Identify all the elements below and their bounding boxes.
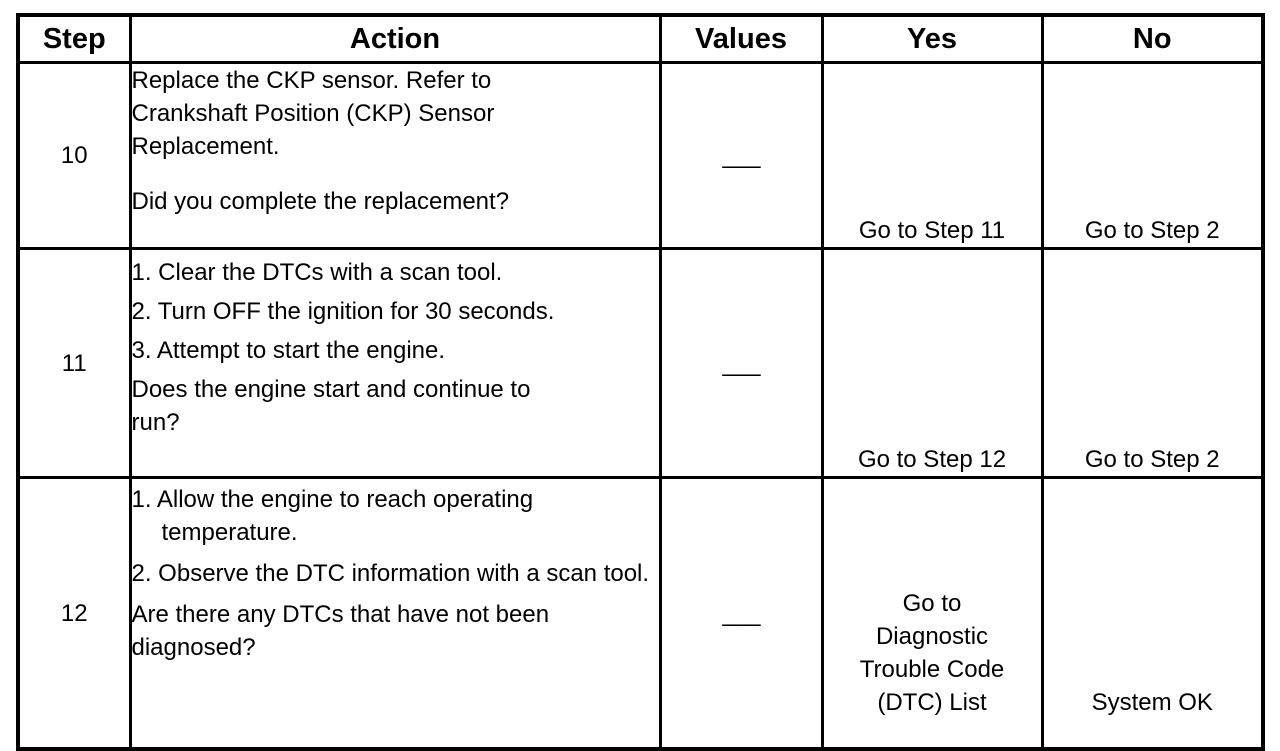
yes-link[interactable]: Go to Step 11	[822, 63, 1042, 249]
table-row	[18, 63, 1263, 249]
no-result: System OK	[1042, 478, 1263, 750]
no-link[interactable]: Go to Step 2	[1042, 63, 1263, 249]
action-cell	[130, 478, 660, 750]
values-dash: ___	[722, 142, 760, 169]
step-number: 12	[18, 478, 130, 750]
action-item: 1. Allow the engine to reach operating temperature.	[131, 486, 534, 546]
question-text: Does the engine start and continue to	[131, 376, 531, 403]
values-dash: ___	[722, 349, 760, 377]
question-text: Are there any DTCs that have not been	[131, 601, 550, 628]
no-link[interactable]: Go to Step 2	[1042, 249, 1263, 478]
action-cell	[130, 249, 660, 478]
header-values: Values	[660, 15, 822, 63]
table-row	[18, 249, 1263, 478]
header-yes: Yes	[822, 15, 1042, 63]
table-row	[18, 478, 1263, 750]
diagnostic-table	[16, 13, 1265, 751]
question-text: run?	[131, 409, 180, 436]
action-item: 3. Attempt to start the engine.	[131, 337, 446, 364]
action-cell	[130, 63, 660, 249]
yes-link-line: Go to	[902, 590, 962, 617]
values-cell	[660, 478, 822, 750]
action-item: 2. Observe the DTC information with a scan tool.	[131, 560, 650, 587]
values-cell	[660, 63, 822, 249]
values-dash: ___	[722, 599, 760, 627]
values-cell	[660, 249, 822, 478]
yes-link[interactable]	[822, 478, 1042, 750]
action-item: 1. Clear the DTCs with a scan tool.	[131, 259, 503, 286]
question-text: diagnosed?	[131, 634, 256, 661]
yes-link-line: Diagnostic	[875, 623, 989, 650]
header-no: No	[1042, 15, 1263, 63]
step-number: 10	[18, 63, 130, 249]
yes-link[interactable]: Go to Step 12	[822, 249, 1042, 478]
yes-link-line: Trouble Code	[859, 656, 1005, 683]
action-line: Replace the CKP sensor. Refer to	[131, 67, 492, 94]
action-item: 2. Turn OFF the ignition for 30 seconds.	[131, 298, 555, 325]
action-line: Crankshaft Position (CKP) Sensor	[131, 100, 495, 127]
header-row	[18, 15, 1263, 63]
header-step: Step	[18, 15, 130, 63]
question-text: Did you complete the replacement?	[131, 188, 510, 215]
step-number: 11	[18, 249, 130, 478]
action-line: Replacement.	[131, 133, 280, 160]
header-action: Action	[130, 15, 660, 63]
yes-link-line: (DTC) List	[877, 689, 987, 716]
